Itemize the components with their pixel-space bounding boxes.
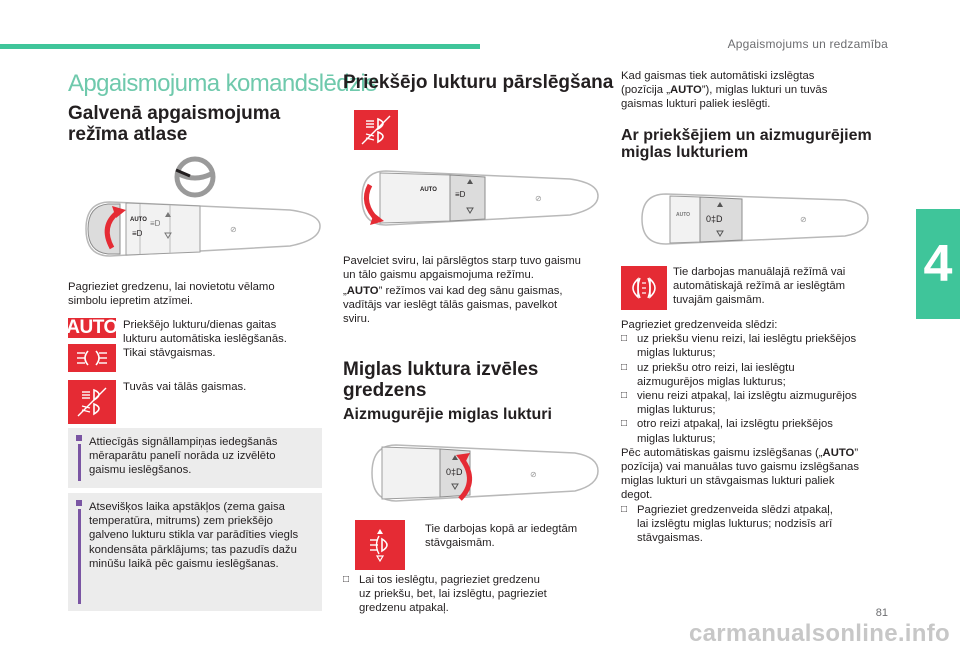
headlights-icon bbox=[68, 380, 116, 424]
info-note-condensation: Atsevišķos laika apstākļos (zema gaisa temperatūra, mitrums) zem priekšējo galveno lukturu stikla var parādīties viegls kondensāta pārklājums; tas pazudīs dažu minūšu laikā pēc gaismu ieslēgšanas. bbox=[68, 493, 322, 611]
heading-front-rear-fog: Ar priekšējiem un aizmugurējiem miglas lukturiem bbox=[621, 127, 872, 161]
stalk-auto-label: AUTO bbox=[420, 187, 437, 193]
high-beam-text: „AUTO” režīmos vai kad deg sānu gaismas, vadītājs var ieslēgt tālās gaismas, pavelkot sviru. bbox=[343, 285, 563, 326]
stalk-auto-label: AUTO bbox=[130, 217, 147, 223]
running-header: Apgaismojums un redzamība bbox=[727, 37, 888, 51]
beam-switch-icon bbox=[354, 110, 398, 150]
headlights-description: Tuvās vai tālās gaismas. bbox=[123, 381, 247, 393]
chapter-number: 4 bbox=[923, 235, 953, 293]
svg-text:⊘: ⊘ bbox=[800, 215, 807, 224]
info-note-warning-lamps: Attiecīgās signāllampiņas iedegšanās mēraparātu panelī norāda uz izvēlēto gaismu ieslēgšanos. bbox=[68, 428, 322, 488]
svg-text:≡D: ≡D bbox=[455, 190, 466, 199]
rear-fog-stalk-illustration bbox=[360, 437, 600, 509]
page-number: 81 bbox=[875, 607, 888, 619]
front-rear-fog-icon bbox=[621, 266, 667, 310]
front-rear-fog-description: Tie darbojas manuālajā režīmā vai automātiskajā režīmā ar ieslēgtām tuvajām gaismām. bbox=[673, 266, 846, 307]
watermark: carmanualsonline.info bbox=[688, 620, 950, 647]
auto-off-intro: Kad gaismas tiek automātiski izslēgtas (pozīcija „AUTO”), miglas lukturi un tuvās gaismas lukturi paliek ieslēgti. bbox=[621, 70, 828, 111]
svg-text:⊘: ⊘ bbox=[535, 194, 542, 203]
rear-fog-instruction: □ Lai tos ieslēgtu, pagrieziet gredzenu uz priekšu, bet, lai izslēgtu, pagrieziet gredzenu atpakaļ. bbox=[343, 573, 547, 616]
rear-fog-icon bbox=[355, 520, 405, 570]
heading-fog-ring: Miglas luktura izvēles gredzens bbox=[343, 359, 539, 401]
info-icon bbox=[77, 500, 81, 604]
svg-text:≡D: ≡D bbox=[150, 219, 161, 228]
chapter-tab[interactable] bbox=[916, 209, 960, 319]
heading-rear-fog: Aizmugurējie miglas lukturi bbox=[343, 406, 552, 423]
front-rear-fog-stalk-illustration bbox=[630, 186, 870, 252]
beam-stalk-illustration bbox=[350, 163, 600, 233]
beam-switch-text: Pavelciet sviru, lai pārslēgtos starp tuvo gaismu un tālo gaismu apgaismojuma režīmu. bbox=[343, 255, 581, 282]
svg-text:0‡D: 0‡D bbox=[706, 214, 723, 224]
heading-headlight-switching: Priekšējo lukturu pārslēgšana bbox=[343, 72, 614, 93]
section-title: Apgaismojuma komandslēdzis bbox=[68, 70, 377, 97]
header-accent-bar bbox=[0, 44, 480, 49]
auto-badge-icon: AUTO bbox=[66, 317, 118, 338]
svg-text:⊘: ⊘ bbox=[230, 225, 237, 234]
sidelights-description: Tikai stāvgaismas. bbox=[123, 347, 216, 359]
light-stalk-illustration bbox=[80, 196, 325, 262]
heading-main-lighting: Galvenā apgaismojuma režīma atlase bbox=[68, 103, 281, 145]
fog-instructions: Pagrieziet gredzenveida slēdzi: □ uz priekšu vienu reizi, lai ieslēgtu priekšējos miglas lukturus; □ uz priekšu otro reizi, lai ieslēgtu aizmugurējos miglas lukturus; □ vienu reizi atpakaļ, lai izslēgtu aizmugurējos miglas lukturus; □ otro reizi atpakaļ, lai izslēgtu priekšējos miglas lukturus; Pēc automātiskas gaismu izslēgšanas („AUTO” pozīcija) vai manuālas tuvo gaismu izslēgšanas miglas lukturi un stāvgaismas lukturi paliek degot. □ Pagrieziet gredzenveida slēdzi atpakaļ, lai izslēgtu miglas lukturus; nodzisīs arī stāvgaismas. bbox=[621, 318, 881, 545]
svg-text:⊘: ⊘ bbox=[530, 470, 537, 479]
steering-wheel-icon bbox=[170, 152, 220, 202]
instruction-text: Pagrieziet gredzenu, lai novietotu vēlamo simbolu iepretim atzīmei. bbox=[68, 281, 275, 308]
stalk-auto-label: AUTO bbox=[676, 212, 691, 218]
info-icon bbox=[77, 435, 81, 481]
svg-text:0‡D: 0‡D bbox=[446, 467, 463, 477]
svg-text:≡D: ≡D bbox=[132, 229, 143, 238]
sidelights-icon bbox=[68, 344, 116, 372]
auto-description: Priekšējo lukturu/dienas gaitas lukturu automātiska ieslēgšanās. bbox=[123, 319, 287, 346]
rear-fog-description: Tie darbojas kopā ar iedegtām stāvgaismām. bbox=[425, 523, 578, 550]
